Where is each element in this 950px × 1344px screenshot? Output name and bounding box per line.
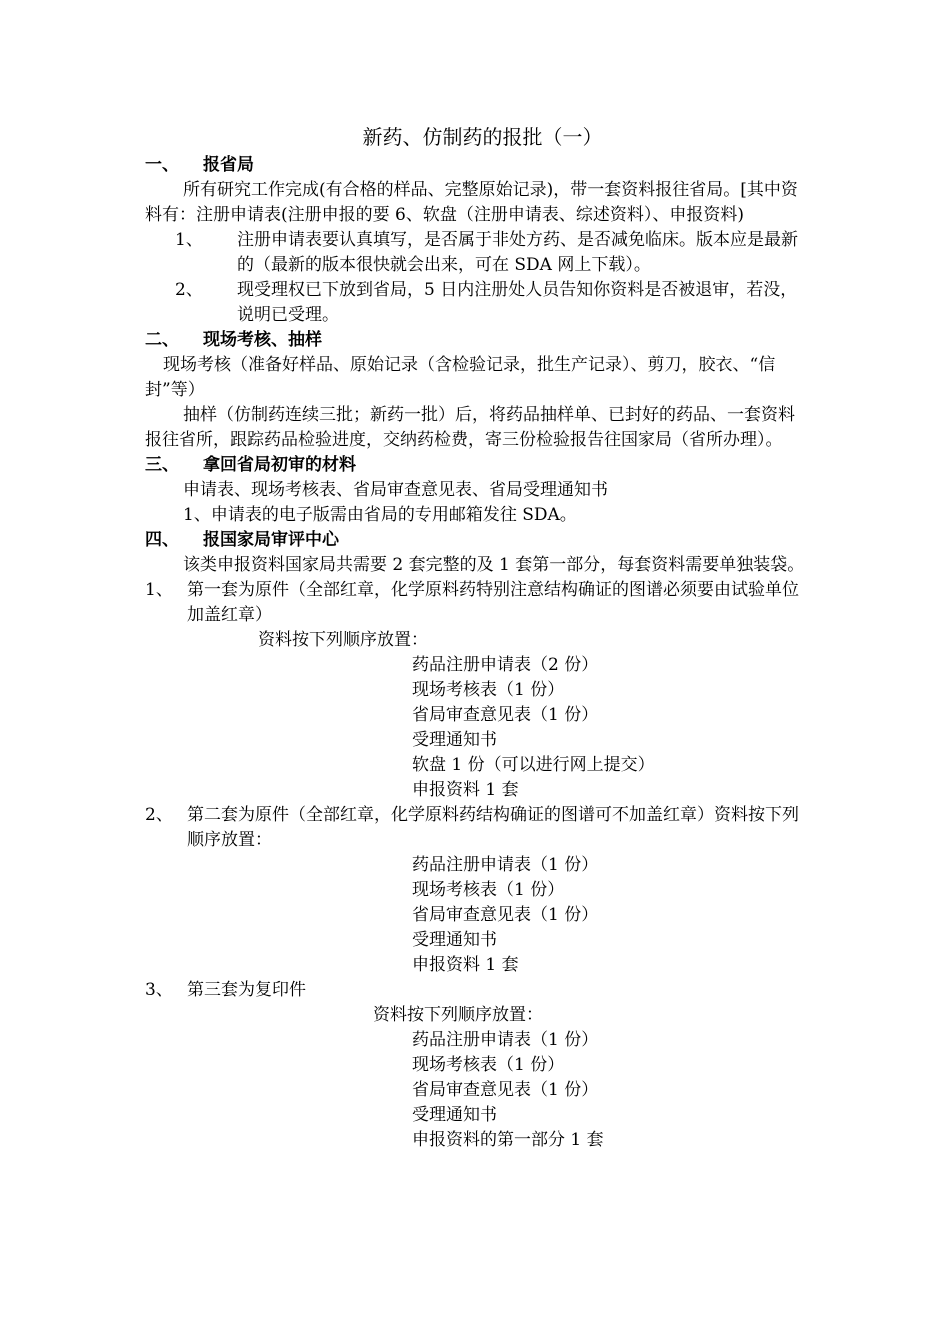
document-body — [145, 123, 810, 1153]
document-list — [145, 853, 810, 978]
list-item: 现场考核表（1 份） — [412, 880, 565, 900]
order-intro: 资料按下列顺序放置： — [373, 1005, 543, 1025]
step-1 — [145, 578, 810, 628]
list-item: 现场考核表（1 份） — [412, 1055, 565, 1075]
page-title: 新药、仿制药的报批（一） — [362, 125, 603, 149]
step-3 — [145, 978, 810, 1003]
section-number: 三、 — [145, 455, 179, 475]
section-number: 一、 — [145, 155, 179, 175]
section-heading-3 — [145, 453, 810, 478]
list-item: 省局审查意见表（1 份） — [412, 905, 599, 925]
paragraph: 抽样（仿制药连续三批；新药一批）后，将药品抽样单、已封好的药品、一套资料报往省所，跟踪药品检验进度，交纳药检费，寄三份检验报告往国家局（省所办理）。 — [145, 405, 795, 450]
list-item: 申报资料 1 套 — [412, 780, 519, 800]
list-item: 受理通知书 — [412, 930, 497, 950]
step-text: 第三套为复印件 — [187, 980, 306, 1000]
section-title: 现场考核、抽样 — [203, 330, 322, 350]
list-item: 受理通知书 — [412, 730, 497, 750]
section-heading-4 — [145, 528, 810, 553]
section-heading-1 — [145, 153, 810, 178]
list-item: 药品注册申请表（2 份） — [412, 655, 599, 675]
section-heading-2 — [145, 328, 810, 353]
item-number: 1、 — [175, 230, 203, 250]
step-2 — [145, 803, 810, 853]
item-text: 现受理权已下放到省局，5 日内注册处人员告知你资料是否被退审，若没，说明已受理。 — [237, 280, 798, 325]
list-item: 药品注册申请表（1 份） — [412, 1030, 599, 1050]
step-number: 3、 — [145, 980, 173, 1000]
section-number: 二、 — [145, 330, 179, 350]
document-list — [145, 653, 810, 803]
paragraph: 该类申报资料国家局共需要 2 套完整的及 1 套第一部分，每套资料需要单独装袋。 — [183, 555, 805, 575]
list-item: 申报资料 1 套 — [412, 955, 519, 975]
list-item: 现场考核表（1 份） — [412, 680, 565, 700]
item-text: 注册申请表要认真填写，是否属于非处方药、是否减免临床。版本应是最新的（最新的版本很快就会出来，可在 SDA 网上下载）。 — [237, 230, 798, 275]
list-item: 软盘 1 份（可以进行网上提交） — [412, 755, 655, 775]
paragraph: 1、申请表的电子版需由省局的专用邮箱发往 SDA。 — [183, 505, 577, 525]
list-item: 省局审查意见表（1 份） — [412, 1080, 599, 1100]
list-item — [145, 228, 810, 278]
section-title: 报省局 — [203, 155, 254, 175]
step-text: 第二套为原件（全部红章，化学原料药结构确证的图谱可不加盖红章）资料按下列顺序放置： — [187, 805, 799, 850]
document-list — [145, 1028, 810, 1153]
paragraph: 申请表、现场考核表、省局审查意见表、省局受理通知书 — [183, 480, 608, 500]
order-intro: 资料按下列顺序放置： — [258, 630, 428, 650]
section-number: 四、 — [145, 530, 179, 550]
list-item: 药品注册申请表（1 份） — [412, 855, 599, 875]
item-number: 2、 — [175, 280, 203, 300]
section-title: 报国家局审评中心 — [203, 530, 339, 550]
paragraph: 现场考核（准备好样品、原始记录（含检验记录，批生产记录）、剪刀，胶衣、“信封”等） — [145, 355, 776, 400]
list-item: 申报资料的第一部分 1 套 — [412, 1130, 604, 1150]
paragraph: 所有研究工作完成(有合格的样品、完整原始记录)，带一套资料报往省局。[其中资料有：注册申请表(注册申报的要 6、软盘（注册申请表、综述资料）、申报资料) — [145, 180, 798, 225]
step-number: 1、 — [145, 580, 173, 600]
section-title: 拿回省局初审的材料 — [203, 455, 356, 475]
step-text: 第一套为原件（全部红章，化学原料药特别注意结构确证的图谱必须要由试验单位加盖红章） — [187, 580, 799, 625]
list-item: 省局审查意见表（1 份） — [412, 705, 599, 725]
step-number: 2、 — [145, 805, 173, 825]
list-item — [145, 278, 810, 328]
list-item: 受理通知书 — [412, 1105, 497, 1125]
